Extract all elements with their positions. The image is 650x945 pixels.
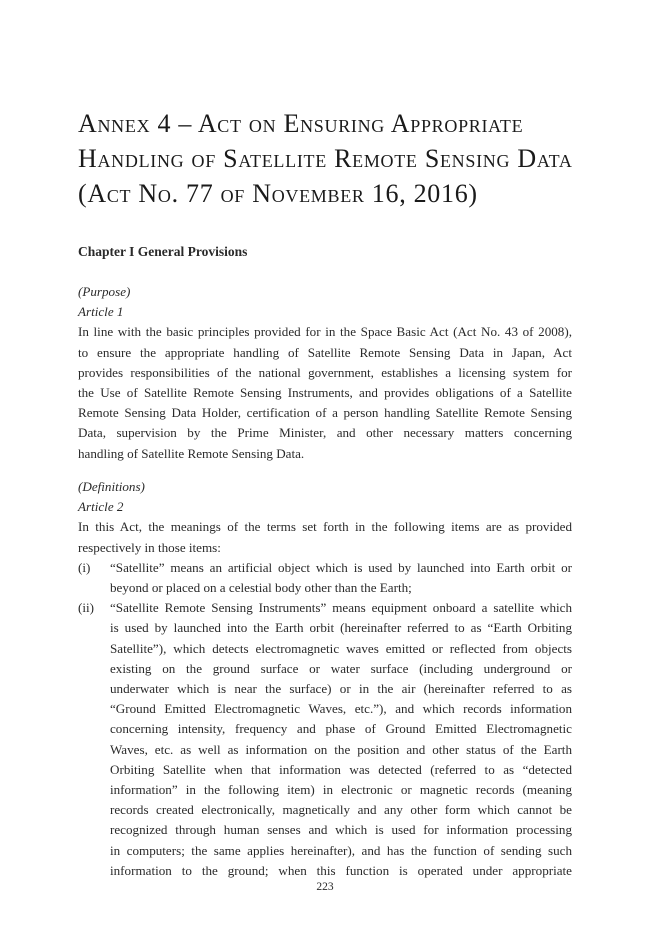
item-line: is used by launched into the Earth orbit (hereinafter referred to as “Earth Orbiting bbox=[110, 620, 572, 636]
article-intro bbox=[78, 517, 572, 557]
annex-title-line: (Act No. 77 of November 16, 2016) bbox=[78, 179, 478, 208]
paragraph-line: handling of Satellite Remote Sensing Data. bbox=[78, 445, 305, 461]
item-line: recognized through human senses and which is used for information processing bbox=[110, 822, 572, 838]
item-text bbox=[110, 598, 572, 881]
article-label: Article 1 bbox=[78, 304, 124, 320]
item-line: “Satellite Remote Sensing Instruments” means equipment onboard a satellite which bbox=[110, 600, 572, 616]
item-line: concerning intensity, frequency and phase of Ground Emitted Electromagnetic bbox=[110, 721, 572, 737]
paragraph-line: Remote Sensing Data Holder, certification of a person handling Satellite Remote Sensing bbox=[78, 405, 572, 421]
item-line: information” in the following item) in electronic or magnetic records (meaning bbox=[110, 782, 572, 798]
paragraph-line: In line with the basic principles provided for in the Space Basic Act (Act No. 43 of 2008), bbox=[78, 324, 572, 340]
item-line: information to the ground; when this function is operated under appropriate bbox=[110, 862, 572, 878]
paragraph-line: to ensure the appropriate handling of Satellite Remote Sensing Data in Japan, Act bbox=[78, 344, 572, 360]
item-line: beyond or placed on a celestial body other than the Earth; bbox=[110, 580, 412, 596]
item-marker: (i) bbox=[78, 559, 91, 575]
item-line: “Satellite” means an artificial object which is used by launched into Earth orbit or bbox=[110, 559, 572, 575]
page-number: 223 bbox=[316, 881, 334, 893]
article-label: Article 2 bbox=[78, 499, 124, 515]
article-paragraph bbox=[78, 322, 572, 463]
item-text bbox=[110, 558, 572, 598]
document-page bbox=[78, 0, 572, 945]
chapter-heading: Chapter I General Provisions bbox=[78, 244, 248, 259]
article-caption: (Purpose) bbox=[78, 284, 131, 299]
article-caption: (Definitions) bbox=[78, 479, 145, 494]
paragraph-line: provides responsibilities of the national government, establishes a licensing system for bbox=[78, 364, 572, 380]
paragraph-line: In this Act, the meanings of the terms set forth in the following items are as provided bbox=[78, 519, 572, 535]
item-line: in computers; the same applies hereinafter), and has the function of sending such bbox=[110, 842, 572, 858]
item-marker: (ii) bbox=[78, 600, 94, 616]
item-line: Orbiting Satellite when that information was detected (referred to as “detected bbox=[110, 761, 572, 777]
annex-title-line: Handling of Satellite Remote Sensing Data bbox=[78, 144, 573, 173]
annex-title-line: Annex 4 – Act on Ensuring Appropriate bbox=[78, 109, 524, 138]
annex-title bbox=[78, 106, 572, 211]
article-2 bbox=[78, 477, 572, 881]
item-line: “Ground Emitted Electromagnetic Waves, etc.”), and which records information bbox=[110, 701, 572, 717]
definition-item bbox=[78, 598, 572, 881]
item-line: existing on the ground surface or water surface (including underground or bbox=[110, 660, 572, 676]
paragraph-line: Data, supervision by the Prime Minister, and other necessary matters concerning bbox=[78, 425, 572, 441]
item-line: records created electronically, magnetically and any other form which cannot be bbox=[110, 802, 572, 818]
item-line: Satellite”), which detects electromagnetic waves emitted or reflected from objects bbox=[110, 640, 572, 656]
paragraph-line: respectively in those items: bbox=[78, 539, 221, 555]
item-line: Waves, etc. as well as information on the position and other status of the Earth bbox=[110, 741, 572, 757]
item-line: underwater which is near the surface) or in the air (hereinafter referred to as bbox=[110, 681, 572, 697]
article-1 bbox=[78, 282, 572, 464]
definition-item bbox=[78, 558, 572, 598]
paragraph-line: the Use of Satellite Remote Sensing Instruments, and provides obligations of a Satellite bbox=[78, 385, 572, 401]
